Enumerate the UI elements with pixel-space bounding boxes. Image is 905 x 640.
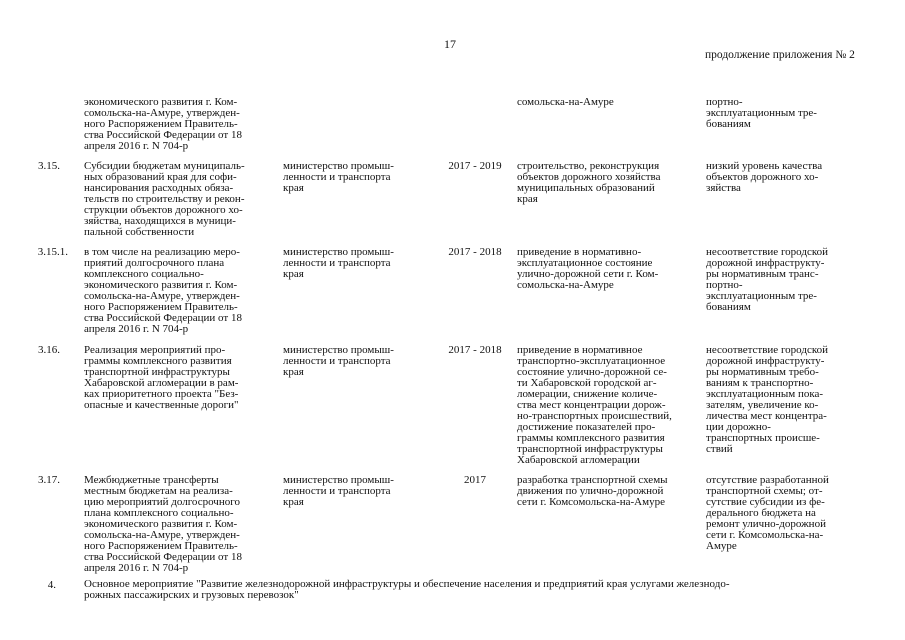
row-consequence: портно- эксплуатационным тре- бованиям [706, 96, 817, 130]
row-description: Реализация мероприятий про- граммы комплексного развития транспортной инфраструктуры Хабаровской агломерации в рам- ках приоритетного проекта "Без- опасные и качественные дороги" [84, 344, 239, 411]
row-number: 3.17. [38, 474, 60, 486]
row-result: приведение в нормативно- эксплуатационное состояние улично-дорожной сети г. Ком- сомольска-на-Амуре [517, 246, 659, 291]
row-description: Межбюджетные трансферты местным бюджетам на реализа- цию мероприятий долгосрочного плана комплексного социально- экономического развития г. Ком- сомольска-на-Амуре, утвержден- ного Распоряжением Правитель- ства Российской Федерации от 18 апреля 2016 г. N 704-р [84, 474, 242, 574]
row-consequence: низкий уровень качества объектов дорожного хо- зяйства [706, 160, 823, 194]
row-consequence: несоответствие городской дорожной инфраструкту- ры нормативным транс- портно- эксплуатационным тре- бованиям [706, 246, 829, 313]
row-executor: министерство промыш- ленности и транспорта края [283, 474, 394, 508]
row-executor: министерство промыш- ленности и транспорта края [283, 160, 394, 194]
row-result: строительство, реконструкция объектов дорожного хозяйства муниципальных образований края [517, 160, 661, 205]
row-years: 2017 - 2018 [448, 344, 502, 356]
row-executor: министерство промыш- ленности и транспорта края [283, 344, 394, 378]
page-number: 17 [444, 37, 456, 51]
row-description: экономического развития г. Ком- сомольска-на-Амуре, утвержден- ного Распоряжением Правитель- ства Российской Федерации от 18 апреля 2016 г. N 704-р [84, 96, 242, 152]
row-consequence: отсутствие разработанной транспортной схемы; от- сутствие субсидии из фе- дерального бюджета на ремонт улично-дорожной сети г. Комсомольска-на- Амуре [706, 474, 829, 552]
row-number: 3.15. [38, 160, 60, 172]
row-years: 2017 [464, 474, 486, 486]
row-consequence: несоответствие городской дорожной инфраструкту- ры нормативным требо- ваниям к транспортно- эксплуатационным пока- зателям, увеличение ко- личества мест концентра- ции дорожно- транспортных происше- ствий [706, 344, 829, 455]
row-executor: министерство промыш- ленности и транспорта края [283, 246, 394, 280]
row-years: 2017 - 2019 [448, 160, 502, 172]
section-number: 4. [47, 579, 56, 591]
row-description: Субсидии бюджетам муниципаль- ных образований края для софи- нансирования расходных обяза- тельств по строительству и рекон- струкции объектов дорожного хо- зяйства, находящихся в муници- пальной собственности [84, 160, 245, 238]
row-years: 2017 - 2018 [448, 246, 502, 258]
row-result: разработка транспортной схемы движения по улично-дорожной сети г. Комсомольска-на-Амуре [517, 474, 668, 508]
row-result: приведение в нормативное транспортно-эксплуатационное состояние улично-дорожной се- ти Хабаровской городской аг- ломерации, снижение количе- ства мест концентрации дорож- но-транспортных происшествий, достижение показателей про- граммы комплексного развития транспортной инфраструктуры Хабаровской агломерации [517, 344, 672, 466]
row-number: 3.15.1. [37, 246, 68, 258]
continuation-note: продолжение приложения № 2 [705, 49, 855, 61]
section-title: Основное мероприятие "Развитие железнодорожной инфраструктуры и обеспечение населения и предприятий края услугами железнодо- рожных пассажирских и грузовых перевозок" [84, 578, 730, 601]
row-result: сомольска-на-Амуре [517, 96, 614, 108]
row-number: 3.16. [38, 344, 60, 356]
row-description: в том числе на реализацию меро- приятий долгосрочного плана комплексного социально- экономического развития г. Ком- сомольска-на-Амуре, утвержден- ного Распоряжением Правитель- ства Российской Федерации от 18 апреля 2016 г. N 704-р [84, 246, 242, 335]
